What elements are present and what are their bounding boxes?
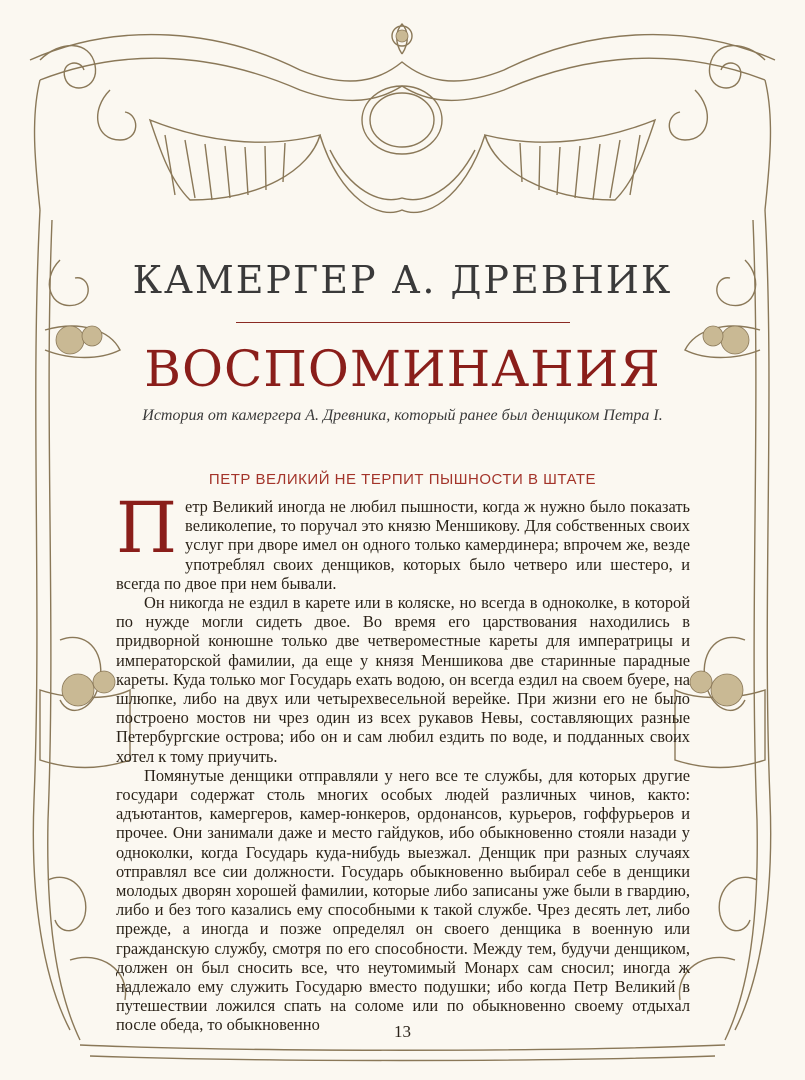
author-heading: КАМЕРГЕР А. ДРЕВНИК: [132, 258, 673, 302]
paragraph-3: Помянутые денщики отправляли у него все те службы, для которых другие государи содержат столь многих особых людей различных чинов, както: адъютантов, камергеров, камер-юнкеров, ордонансов, курьеров, гоффурьеров и прочее. Они занимали даже и место гайдуков, ибо обыкновенно стояли назади у одноколки, когда Государь куда-нибудь выезжал. Денщик при разных случаях отправлял все сии должности. Государь обыкновенно выбирал себе в денщики молодых дворян хорошей фамилии, которые либо записаны уже были в гвардию, либо и без того казались ему способными к такой службе. Чрез десять лет, либо прежде, а иногда и позже определял он своего денщика в военную или гражданскую службу, смотря по его способности. Между тем, будучи денщиком, должен он был сносить все, что неутомимый Монарх сам сносил; иногда ж надлежало ему служить Государю вместо подушки; ибо когда Петр Великий в путешествии ложился спать на соломе или по обыкновенно своему отдыхал после обеда, то обыкновенно: [116, 765, 690, 1035]
subtitle: История от камергера А. Древника, который ранее был денщиком Петра I.: [142, 407, 663, 424]
page-number: 13: [394, 1022, 411, 1041]
page-title: ВОСПОМИНАНИЯ: [144, 340, 661, 398]
drop-cap: П: [116, 487, 178, 569]
body-text: [116, 487, 690, 1035]
section-heading: ПЕТР ВЕЛИКИЙ НЕ ТЕРПИТ ПЫШНОСТИ В ШТАТЕ: [208, 471, 597, 488]
paragraph-1-text: етр Великий иногда не любил пышности, когда ж нужно было показать великолепие, то поручал это князю Меншикову. Для собственных своих услуг при дворе имел он одного только камердинера; впрочем же, везде употреблял своих денщиков, которых было четверо или шестеро, и всегда по двое при нем бывали.: [116, 497, 690, 593]
divider-rule: [236, 322, 570, 323]
paragraph-2: Он никогда не ездил в карете или в коляске, но всегда в одноколке, в которой по нужде могли сидеть двое. Во время его царствования находились в придворной конюшне только две четвероместные кареты для императрицы и императорской фамилии, да еще у князя Меншикова две старинные парадные кареты. Куда только мог Государь ехать водою, он всегда ездил на своем буере, на шлюпке, либо на двух или четырехвесельной верейке. При жизни его не было построено мостов ни чрез один из всех рукавов Невы, составляющих разные Петербургские острова; ибо он и сам любил ездить по воде, и подданных своих хотел к тому приучить.: [116, 593, 690, 766]
paragraph-1: [116, 487, 690, 593]
